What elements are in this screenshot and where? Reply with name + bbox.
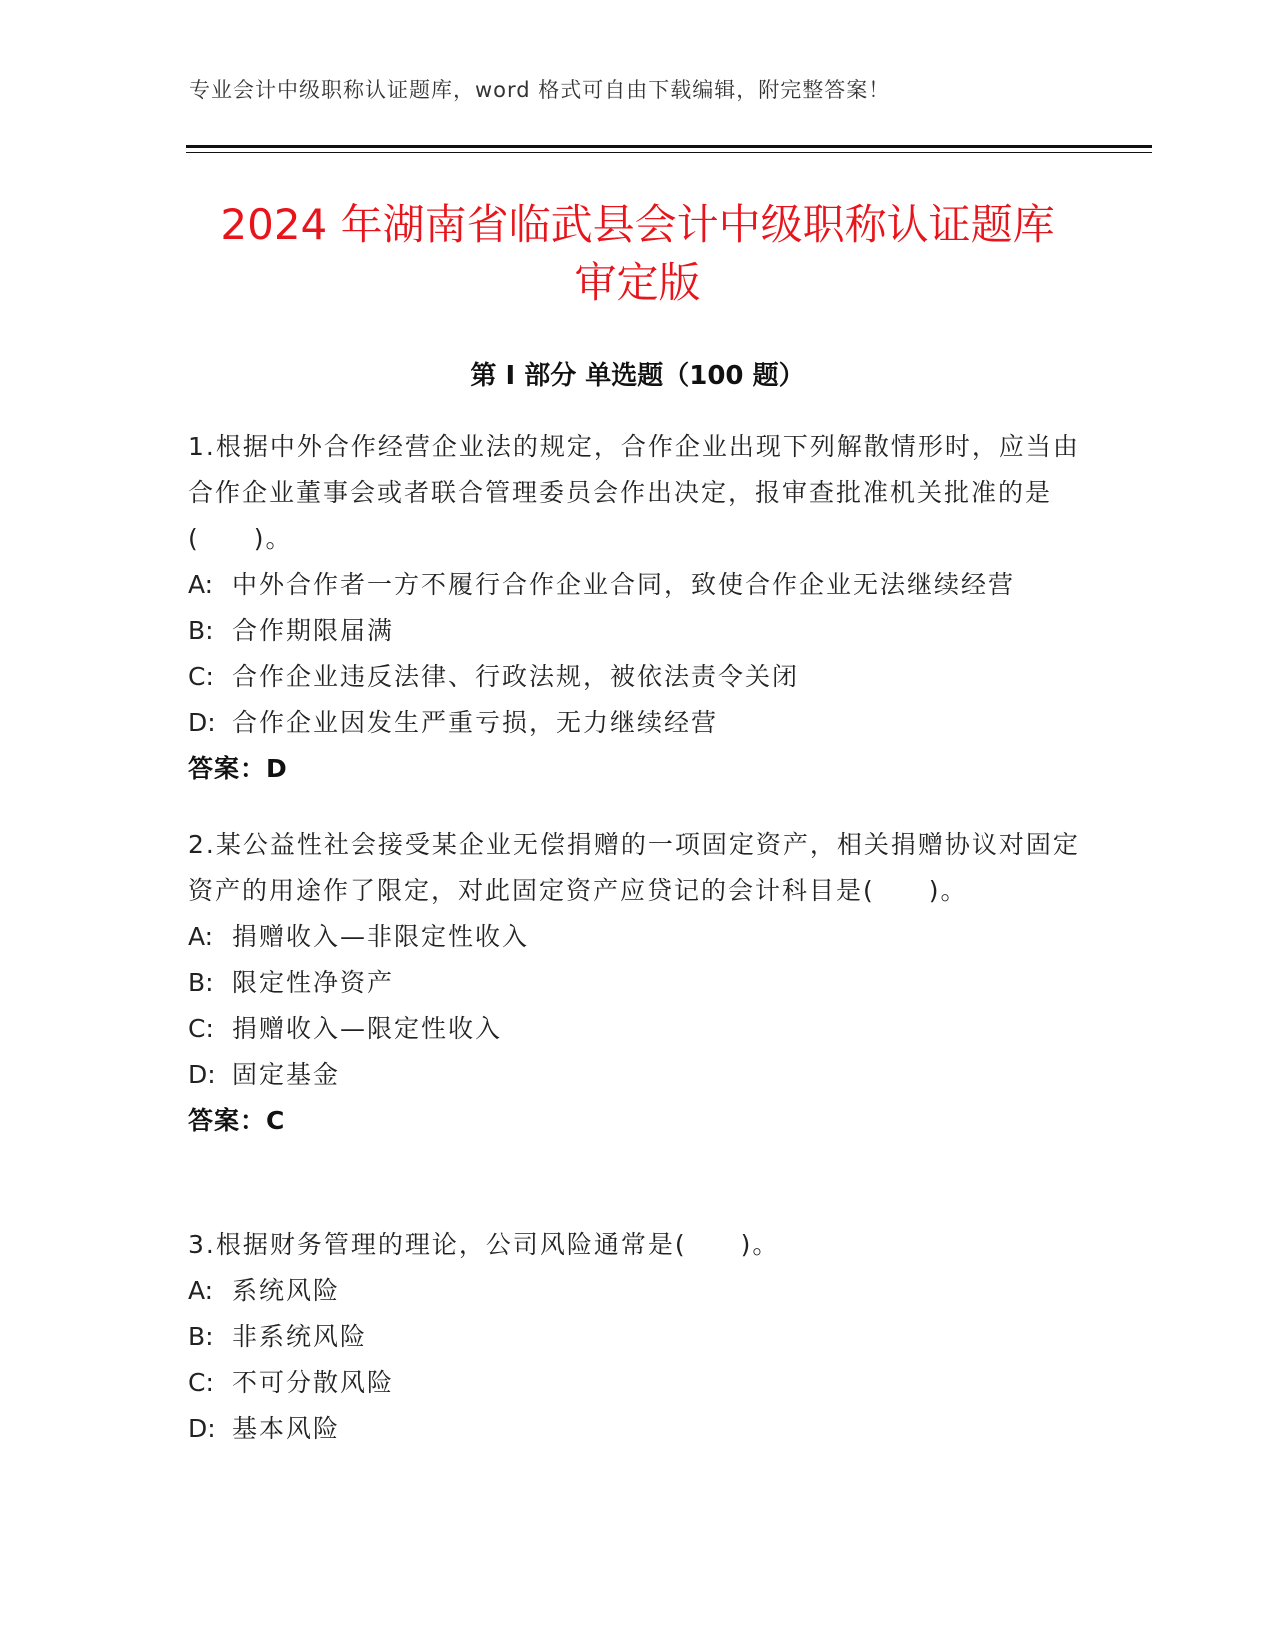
option-d xyxy=(188,1052,1088,1098)
title-line-1: 2024 年湖南省临武县会计中级职称认证题库 xyxy=(220,200,1055,249)
question-stem: 3.根据财务管理的理论，公司风险通常是( )。 xyxy=(188,1230,780,1259)
option-letter: A: xyxy=(188,922,214,951)
option-c xyxy=(188,1360,1088,1406)
option-b xyxy=(188,608,1088,654)
header-rule-thick xyxy=(186,145,1152,148)
answer: 答案：D xyxy=(188,754,288,783)
answer: 答案：C xyxy=(188,1106,286,1135)
question-2 xyxy=(188,822,1088,1144)
option-letter: A: xyxy=(188,570,214,599)
option-letter: A: xyxy=(188,1276,214,1305)
option-text: 不可分散风险 xyxy=(232,1368,395,1397)
option-d xyxy=(188,1406,1088,1452)
option-text: 固定基金 xyxy=(232,1060,341,1089)
option-a xyxy=(188,1268,1088,1314)
question-stem: 2.某公益性社会接受某企业无偿捐赠的一项固定资产，相关捐赠协议对固定资产的用途作了限定，对此固定资产应贷记的会计科目是( )。 xyxy=(188,830,1080,905)
option-c xyxy=(188,1006,1088,1052)
title-line-2: 审定版 xyxy=(574,258,701,307)
option-letter: B: xyxy=(188,616,214,645)
option-letter: D: xyxy=(188,1060,216,1089)
question-1 xyxy=(188,424,1088,792)
option-text: 合作企业因发生严重亏损，无力继续经营 xyxy=(232,708,719,737)
option-b xyxy=(188,1314,1088,1360)
option-text: 基本风险 xyxy=(232,1414,341,1443)
header-rule-thin xyxy=(186,152,1152,153)
section-title: 第 I 部分 单选题（100 题） xyxy=(470,361,805,391)
option-text: 非系统风险 xyxy=(232,1322,368,1351)
option-letter: C: xyxy=(188,1014,214,1043)
option-text: 中外合作者一方不履行合作企业合同，致使合作企业无法继续经营 xyxy=(232,570,1016,599)
option-text: 捐赠收入—限定性收入 xyxy=(232,1014,503,1043)
option-letter: C: xyxy=(188,662,214,691)
question-3 xyxy=(188,1222,1088,1452)
option-text: 合作企业违反法律、行政法规，被依法责令关闭 xyxy=(232,662,800,691)
option-b xyxy=(188,960,1088,1006)
option-a xyxy=(188,562,1088,608)
option-a xyxy=(188,914,1088,960)
question-stem: 1.根据中外合作经营企业法的规定，合作企业出现下列解散情形时，应当由合作企业董事会或者联合管理委员会作出决定，报审查批准机关批准的是( )。 xyxy=(188,432,1080,553)
option-letter: B: xyxy=(188,1322,214,1351)
option-d xyxy=(188,700,1088,746)
header-note: 专业会计中级职称认证题库，word 格式可自由下载编辑，附完整答案！ xyxy=(189,78,891,102)
option-letter: D: xyxy=(188,708,216,737)
option-letter: B: xyxy=(188,968,214,997)
option-text: 系统风险 xyxy=(232,1276,341,1305)
option-text: 合作期限届满 xyxy=(232,616,395,645)
option-letter: D: xyxy=(188,1414,216,1443)
option-letter: C: xyxy=(188,1368,214,1397)
option-c xyxy=(188,654,1088,700)
option-text: 限定性净资产 xyxy=(232,968,395,997)
document-title xyxy=(0,196,1275,312)
option-text: 捐赠收入—非限定性收入 xyxy=(232,922,530,951)
